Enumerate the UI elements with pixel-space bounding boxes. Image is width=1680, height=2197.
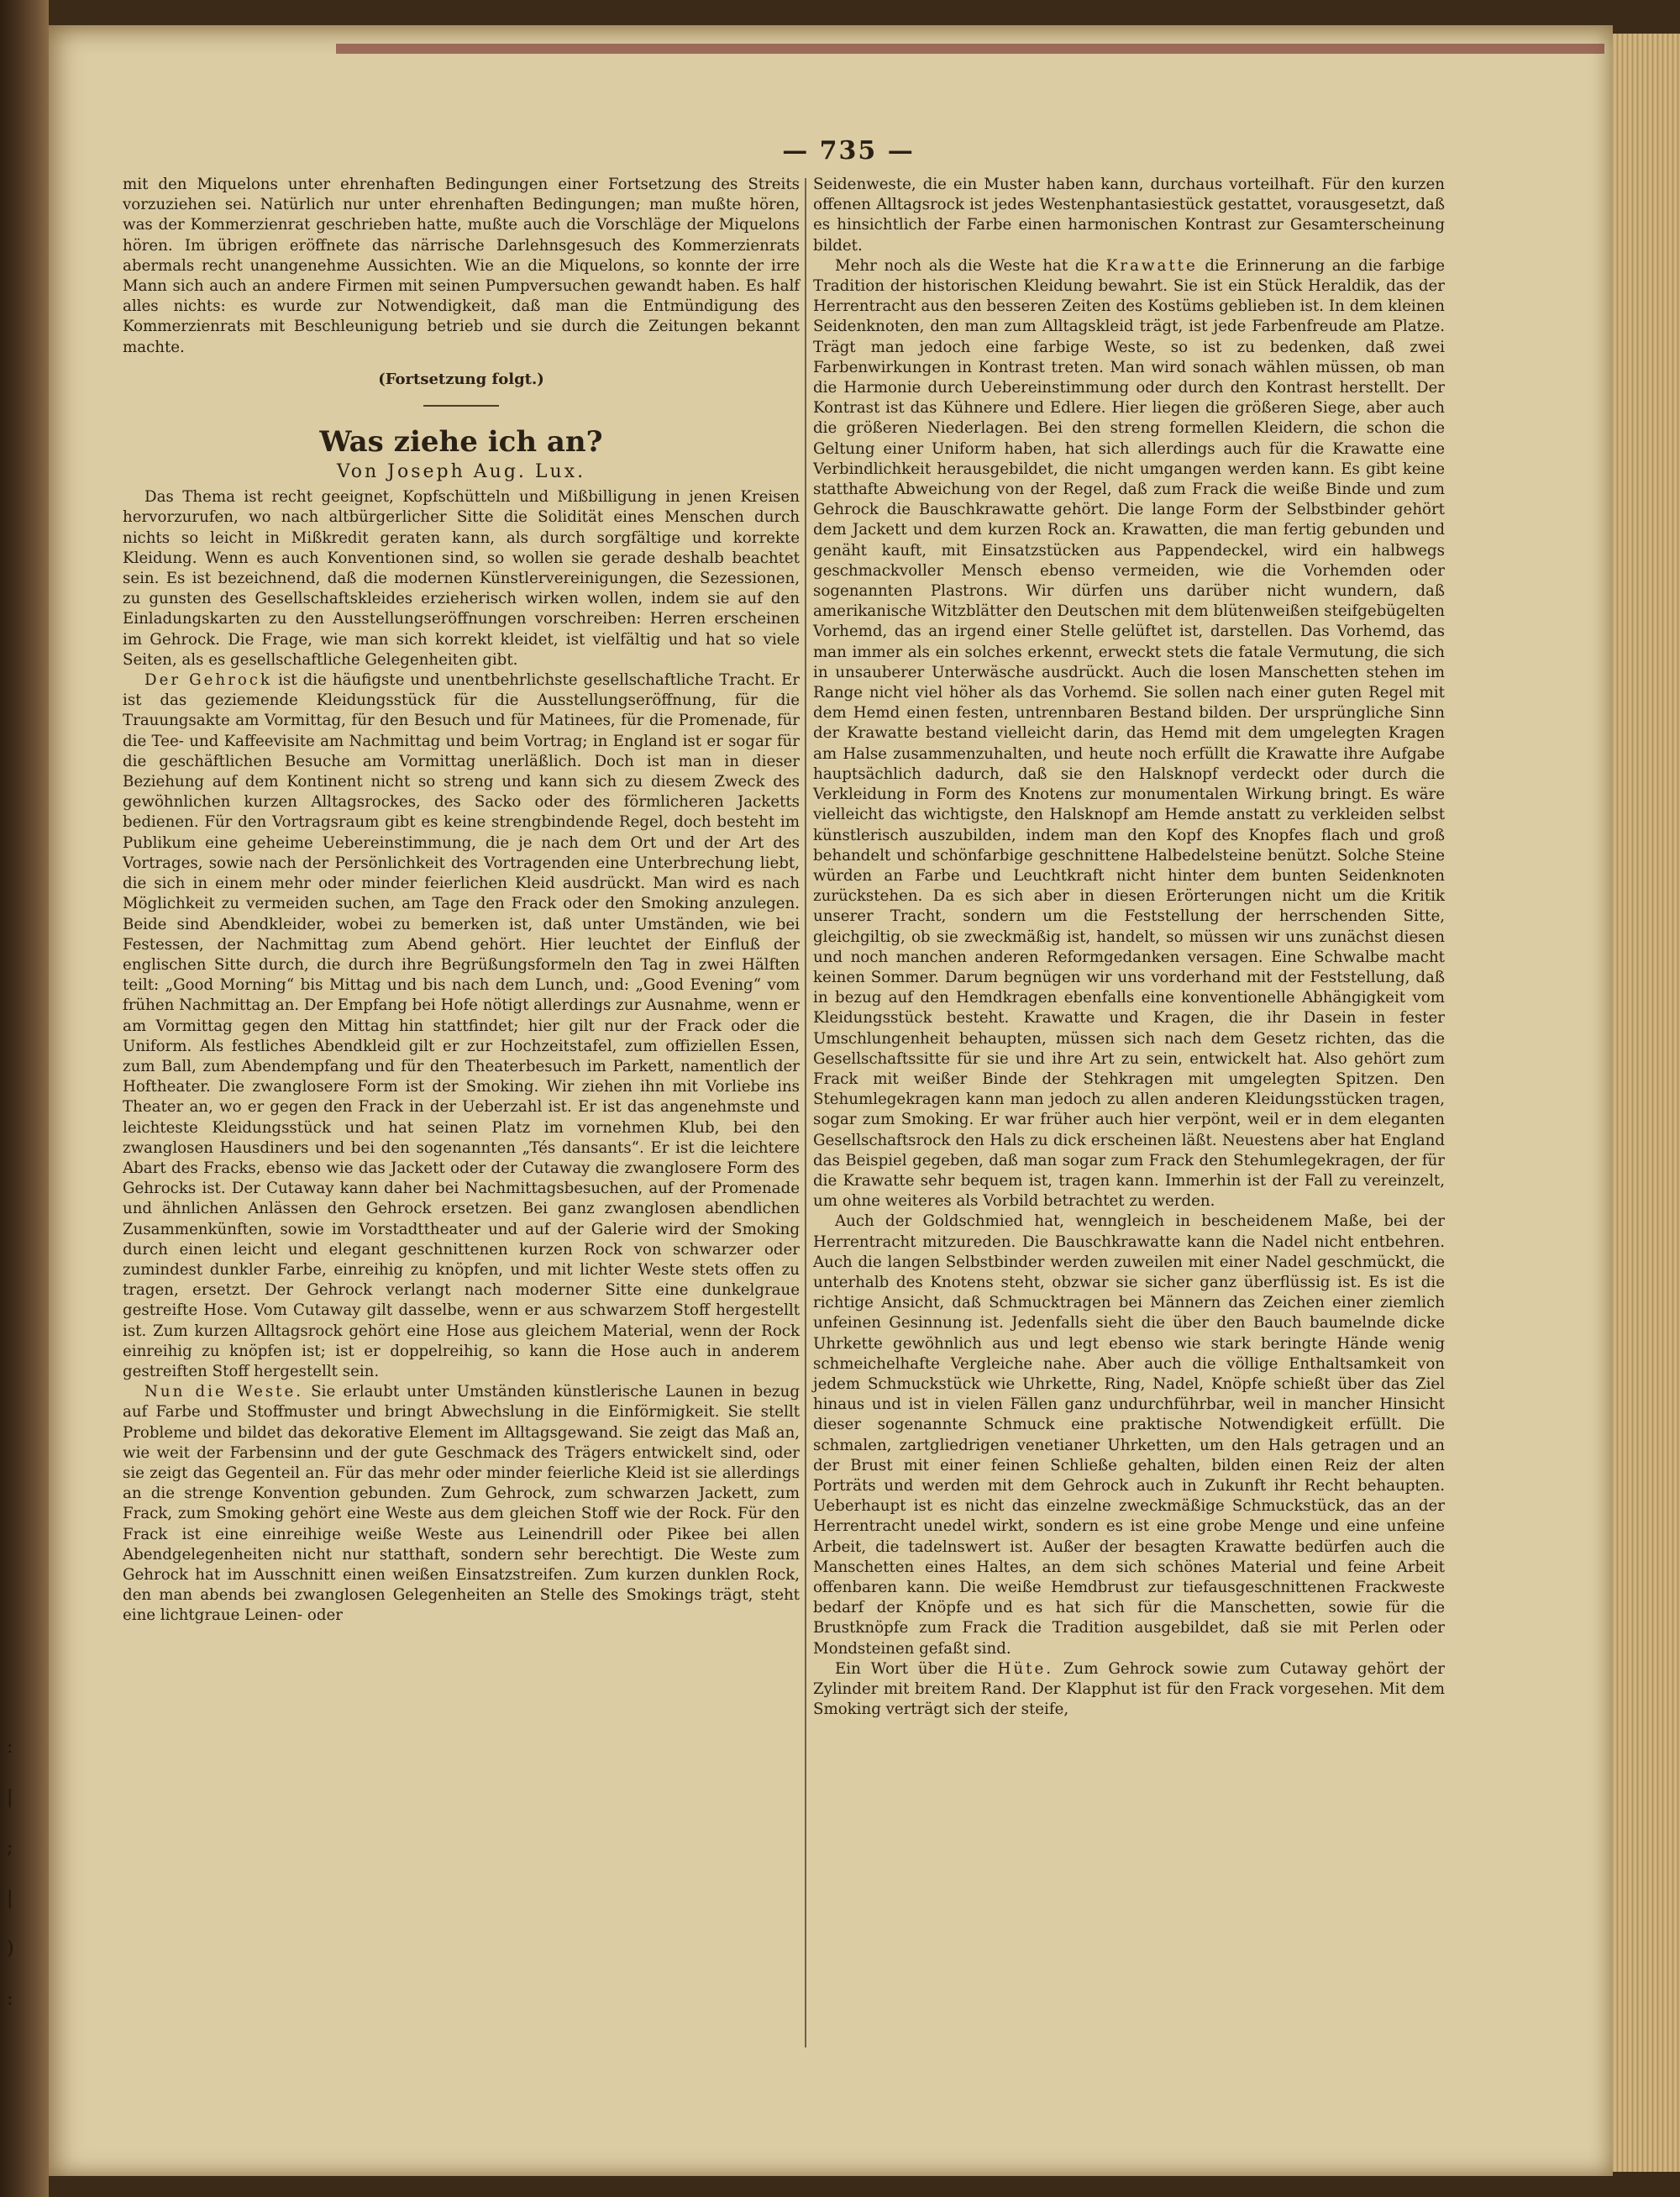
article-separator <box>423 405 499 407</box>
page-number: — 735 — <box>782 136 915 166</box>
binding-strip <box>336 44 1604 54</box>
paragraph: Der Gehrock ist die häufigste und unentbehrlichste gesellschaftliche Tracht. Er ist das geziemende Kleidungsstück für die Ausstellungseröffnung, für die Trauungsakte am Vormittag, für den Besuch und für Matinees, für die Promenade, für die Tee- und Kaffeevisite am Nachmittag und beim Vortrag; in England ist er sogar für die geschäftlichen Besuche am Vormittag unerläßlich. Doch ist man in dieser Beziehung auf dem Kontinent nicht so streng und kann sich zu diesem Zweck des gewöhnlichen kurzen Alltagsrockes, des Sacko oder des förmlicheren Jacketts bedienen. Für den Vortragsraum gibt es keine strengbindende Regel, doch besteht im Publikum eine geheime Uebereinstimmung, die je nach dem Ort und der Art des Vortrages, sowie nach der Persönlichkeit des Vortragenden eine Unterbrechung liebt, die sich in einem mehr oder minder feierlichen Kleid ausdrückt. Man wird es nach Möglichkeit zu vermeiden suchen, am Tage den Frack oder den Smoking anzulegen. Beide sind Abendkleider, wobei zu bemerken ist, daß unter Umständen, wie bei Festessen, der Nachmittag zum Abend gehört. Hier leuchtet der Einfluß der englischen Sitte durch, die durch ihre Begrüßungsformeln den Tag in zwei Hälften teilt: „Good Morning“ bis Mittag und bis nach dem Lunch, und: „Good Evening“ vom frühen Nachmittag an. Der Empfang bei Hofe nötigt allerdings zur Ausnahme, wenn er am Vormittag gegen den Mittag hin stattfindet; hier gilt nur der Frack oder die Uniform. Als festliches Abendkleid gilt er zur Hochzeitstafel, zum offiziellen Essen, zum Ball, zum Abendempfang und für den Theaterbesuch im Parkett, namentlich der Hoftheater. Die zwanglosere Form ist der Smoking. Wir ziehen ihn mit Vorliebe ins Theater an, wo er gegen den Frack in der Ueberzahl ist. Er ist das angenehmste und leichteste Kleidungsstück und hat seinen Platz im vornehmen Klub, bei den zwanglosen Hausdiners und bei den sogenannten „Tés dansants“. Er ist die leichtere Abart des Fracks, ebenso wie das Jackett oder der Cutaway die zwanglosere Form des Gehrocks ist. Der Cutaway kann daher bei Nachmittagsbesuchen, auf der Promenade und ähnlichen Anlässen den Gehrock ersetzen. Bei ganz zwanglosen abendlichen Zusammenkünften, sowie im Vorstadttheater und auf der Galerie wird der Smoking durch einen leicht und elegant geschnittenen kurzen Rock von schwarzer oder zumindest dunkler Farbe, einreihig zu knöpfen, und mit lichter Weste stets offen zu tragen, ersetzt. Der Gehrock verlangt nach moderner Sitte eine dunkelgraue gestreifte Hose. Vom Cutaway gilt dasselbe, wenn er aus schwarzem Stoff hergestellt ist. Zum kurzen Alltagsrock gehört eine Hose aus gleichem Material, wenn der Rock einreihig zu knöpfen ist; ist er doppelreihig, so kann die Hose auch in anderem gestreiften Stoff hergestellt sein. <box>123 671 800 1380</box>
paragraph: Seidenweste, die ein Muster haben kann, durchaus vorteilhaft. Für den kurzen offenen Alltagsrock ist jedes Westenphantasiestück gestattet, vorausgesetzt, daß es hinsichtlich der Farbe einen harmonischen Kontrast zur Gesamterscheinung bildet. <box>813 176 1445 255</box>
continued-note: (Fortsetzung folgt.) <box>378 370 544 388</box>
paragraph: Auch der Goldschmied hat, wenngleich in bescheidenem Maße, bei der Herrentracht mitzureden. Die Bauschkrawatte kann die Nadel nicht entbehren. Auch die langen Selbstbinder werden zuweilen mit einer Nadel geschmückt, die unterhalb des Knotens steht, obzwar sie sicher ganz überflüssig ist. Es ist die richtige Ansicht, daß Schmucktragen bei Männern das Zeichen einer ziemlich unfeinen Gesinnung ist. Jedenfalls sieht die über den Bauch baumelnde dicke Uhrkette gewöhnlich aus und legt ebenso wie stark beringte Hände wenig schmeichelhafte Vergleiche nahe. Aber auch die völlige Enthaltsamkeit von jedem Schmuckstück wie Uhrkette, Ring, Nadel, Knöpfe schießt über das Ziel hinaus und ist in vielen Fällen ganz undurchführbar, weil in mancher Hinsicht dieser sogenannte Schmuck eine praktische Notwendigkeit erfüllt. Die schmalen, zartgliedrigen venetianer Uhrketten, um den Hals getragen und an der Brust mit einer feinen Schließe gehalten, bilden einen Reiz der alten Porträts und werden mit dem Gehrock auch in Zukunft ihr Recht behaupten. Ueberhaupt ist es nicht das einzelne zweckmäßige Schmuckstück, das an der Herrentracht unedel wirkt, sondern es ist eine grobe Menge und eine unfeine Arbeit, die tadelnswert ist. Außer der besagten Krawatte bedürfen auch die Manschetten eines Haltes, an dem sich schönes Material und feine Arbeit offenbaren kann. Die weiße Hemdbrust zur tiefausgeschnittenen Frackweste bedarf der Knöpfe und es hat sich für die Manschetten, sowie für die Brustknöpfe zum Frack die Tradition ausgebildet, daß sie mit Perlen oder Mondsteinen gefaßt sind. <box>813 1212 1445 1658</box>
left-column <box>123 175 800 1627</box>
article-byline: Von Joseph Aug. Lux. <box>336 461 586 483</box>
spaced-lead: Der Gehrock <box>144 671 272 690</box>
paragraph: Mehr noch als die Weste hat die Krawatte die Erinnerung an die farbige Tradition der historischen Kleidung bewahrt. Sie ist ein Stück Heraldik, das der Herrentracht aus den besseren Zeiten des Kostüms geblieben ist. In dem kleinen Seidenknoten, den man zum Alltagskleid trägt, ist jede Farbenfreude am Platze. Trägt man jedoch eine farbige Weste, so ist zu bedenken, daß zwei Farbenwirkungen in Kontrast treten. Man wird sonach wählen müssen, ob man die Harmonie durch Uebereinstimmung oder durch den Kontrast herstellt. Der Kontrast ist das Kühnere und Edlere. Hier liegen die größeren Siege, aber auch die größeren Niederlagen. Bei den streng formellen Kleidern, die schon die Geltung einer Uniform haben, hat sich allerdings auch für die Krawatte eine Verbindlichkeit herausgebildet, die nicht umgangen werden kann. Es gibt keine statthafte Abweichung von der Regel, daß zum Frack die weiße Binde und zum Gehrock die Bauschkrawatte gehört. Die lange Form der Selbstbinder gehört dem Jackett und dem kurzen Rock an. Krawatten, die man fertig gebunden und genäht kauft, mit Einsatzstücken aus Pappendeckel, wird ein halbwegs geschmackvoller Mensch ebenso vermeiden, wie die Vorhemden oder sogenannten Plastrons. Wir dürfen uns darüber nicht wundern, daß amerikanische Witzblätter den Deutschen mit dem blütenweißen steifgebügelten Vorhemd, das an irgend einer Stelle gelüftet ist, darstellen. Das Vorhemd, das man immer als ein solches erkennt, erweckt stets die fatale Vermutung, die sich in unsauberer Unterwäsche ausdrückt. Auch die losen Manschetten stehen im Range nicht viel höher als das Vorhemd. Sie sollen nach einer guten Regel mit dem Hemd einen festen, untrennbaren Bestand bilden. Der ursprüngliche Sinn der Krawatte bestand vielleicht darin, das Hemd mit dem umgelegten Kragen am Halse zusammenzuhalten, und heute noch erfüllt die Krawatte ihre Aufgabe hauptsächlich dadurch, daß sie den Halsknopf verdeckt oder durch die Verkleidung in Form des Knotens zur monumentalen Wirkung bringt. Es wäre vielleicht das wichtigste, den Halsknopf am Hemde anstatt zu verkleiden selbst künstlerisch auszubilden, indem man den Kopf des Knopfes flach und groß behandelt und schönfarbige geschnittene Halbedelsteine benützt. Solche Steine würden an Farbe und Leuchtkraft nicht hinter dem bunten Seidenknoten zurückstehen. Da es sich aber in diesen Erörterungen nicht um die Kritik unserer Tracht, sondern um die Feststellung der herrschenden Sitte, gleichgiltig, ob sie zweckmäßig ist, handelt, so müssen wir uns zunächst diesen und noch manchen anderen Reformgedanken versagen. Eine Schwalbe macht keinen Sommer. Darum begnügen wir uns vorderhand mit der Feststellung, daß in bezug auf den Hemdkragen ebenfalls eine konventionelle Abhängigkeit vom Kleidungsstück besteht. Krawatte und Kragen, die ihr Dasein in fester Umschlungenheit behaupten, müssen sich nach dem Gesetz richten, das die Gesellschaftssitte für sie und ihre Art zu sein, entwickelt hat. Also gehört zum Frack mit weißer Binde der Stehkragen mit umgelegten Spitzen. Den Stehumlegekragen kann man jedoch zu allen anderen Kleidungsstücken tragen, sogar zum Smoking. Er war früher auch hier verpönt, weil er in dem eleganten Gesellschaftsrock den Hals zu dick erscheinen läßt. Neuestens aber hat England das Beispiel gegeben, daß man sogar zum Frack den Stehumlegekragen, der für die Krawatte sehr bequem ist, tragen kann. Immerhin ist der Fall zu vereinzelt, um ohne weiteres als Vorbild betrachtet zu werden. <box>813 256 1445 1211</box>
spaced-lead: Hüte. <box>997 1659 1054 1678</box>
paragraph: Nun die Weste. Sie erlaubt unter Umständen künstlerische Launen in bezug auf Farbe und Stoffmuster und bringt Abwechslung in die Einförmigkeit. Sie stellt Probleme und bildet das dekorative Element im Alltagsgewand. Sie zeigt das Maß an, wie weit der Farbensinn und der gute Geschmack des Trägers entwickelt sind, oder sie zeigt das Gegenteil an. Für das mehr oder minder feierliche Kleid ist sie allerdings an die strenge Konvention gebunden. Zum Gehrock, zum schwarzen Jackett, zum Frack, zum Smoking gehört eine Weste aus dem gleichen Stoff wie der Rock. Für den Frack ist eine einreihige weiße Weste aus Leinendrill oder Pikee bei allen Abendgelegenheiten nicht nur statthaft, sondern sehr berechtigt. Die Weste zum Gehrock hat im Ausschnitt einen weißen Einsatzstreifen. Zum kurzen dunklen Rock, den man abends bei zwanglosen Gelegenheiten an Stelle des Smokings trägt, steht eine lichtgraue Leinen- oder <box>123 1383 800 1625</box>
spaced-lead: Krawatte <box>1105 256 1198 275</box>
paragraph: Das Thema ist recht geeignet, Kopfschütteln und Mißbilligung in jenen Kreisen hervorzurufen, wo nach altbürgerlicher Sitte die Solidität eines Menschen durch nichts so leicht in Mißkredit geraten kann, als durch sorgfältige und korrekte Kleidung. Wenn es auch Konventionen sind, so wollen sie gerade deshalb beachtet sein. Es ist bezeichnend, daß die modernen Künstlervereinigungen, die Sezessionen, zu gunsten des Gesellschaftskleides erzieherisch wirken wollen, indem sie auf den Einladungskarten zu den Ausstellungseröffnungen vorschreiben: Herren erscheinen im Gehrock. Die Frage, wie man sich korrekt kleidet, ist vielfältig und hat so viele Seiten, als es gesellschaftliche Gelegenheiten gibt. <box>123 488 800 669</box>
margin-ink-marks: : | ; | ) : <box>7 1737 14 2010</box>
article-title: Was ziehe ich an? <box>319 425 603 460</box>
page-edges <box>1613 34 1680 2172</box>
spaced-lead: Nun die Weste. <box>144 1383 304 1401</box>
right-column <box>813 175 1445 1720</box>
serial-continuation: mit den Miquelons unter ehrenhaften Bedingungen einer Fortsetzung des Streits vorzuziehen sei. Natürlich nur unter ehrenhaften Bedingungen; man mußte hören, was der Kommerzienrat geschrieben hatte, mußte auch die Vorschläge der Miquelons hören. Im übrigen eröffnete das närrische Darlehnsgesuch des Kommerzienrats abermals recht unangenehme Aussichten. Wie an die Miquelons, so konnte der irre Mann sich auch an andere Firmen mit seinen Pumpversuchen gewandt haben. Es half alles nichts: es wurde zur Notwendigkeit, daß man die Entmündigung des Kommerzienrats mit Beschleunigung betrieb und sie durch die Zeitungen bekannt machte. <box>123 176 800 356</box>
paragraph: Ein Wort über die Hüte. Zum Gehrock sowie zum Cutaway gehört der Zylinder mit breitem Rand. Der Klapphut ist für den Frack vorgesehen. Mit dem Smoking verträgt sich der steife, <box>813 1659 1445 1719</box>
column-divider <box>805 178 806 2047</box>
